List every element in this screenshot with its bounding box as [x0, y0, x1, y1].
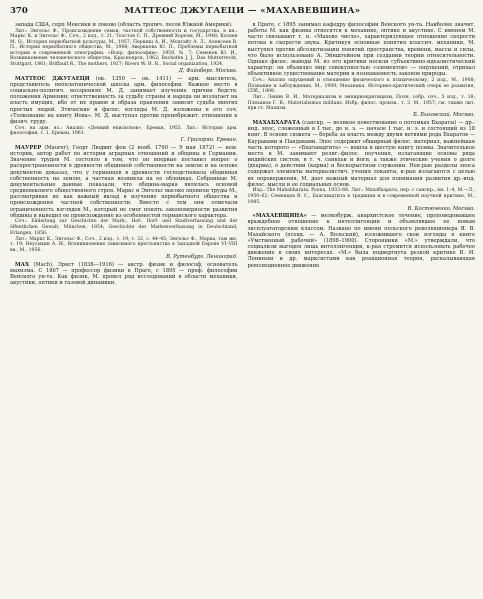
- article-headword: МАХ: [15, 261, 30, 268]
- bibliography-paragraph: Соч.: Анализ ощущений и отношение физического к психическому, 2 изд., М., 1908; Познание и заблуждение, М., 1909; Механика. Историко-критический очерк ее развития, СПб., 1909.: [247, 78, 475, 95]
- author-signature: Г. Григорян. Ереван.: [180, 137, 238, 144]
- article-paragraph: [248, 213, 476, 268]
- running-head-title: МАТТЕОС ДЖУГАЕЦИ — «МАХАВЕВШИНА»: [124, 6, 361, 16]
- running-head: [10, 6, 475, 18]
- article-paragraph: запада США, серп Мексики и локово (область тропич. лесов Южной Америки).: [15, 22, 233, 28]
- article-paragraph: [248, 120, 476, 188]
- article-headword: МАУРЕР: [15, 145, 42, 152]
- author-signature: Д. Файнберг. Москва.: [178, 68, 238, 75]
- bibliography-paragraph: Лит.: Маркс К., Энгельс Ф., Соч., 2 изд., т. 19; т. 32, с. 44–45; Энгельс Ф., Марка, там же, т. 19; Неусыхин А. И., Возникновение зависимого крестьянства в Западной Европе VI–VIII вв., М., 1956.: [10, 236, 238, 253]
- left-column: [10, 22, 238, 596]
- article-body-text: — мелкобурж. анархистское течение, проповедовавшее враждебное отношение к интеллигенции и объявлявшее ее новым эксплуататорским классом. Названо по имени польского революционера Я. В. Махайского (псевд. — А. Вольский), изложившего свои взгляды в книге «Умственный рабочий» (1898–1900). Сторонники «М.» утверждали, что социализм выгоден лишь интеллигенции, к-рая стремится использовать рабочее движение в своих интересах. «М.» была подвергнута резкой критике В. И. Лениным и др. марксистами как реакционная теория, раскалывающая революционное движение.: [247, 213, 475, 269]
- bibliography-paragraph: Соч.: Einleitung zur Geschichte der Mark-, Hof-, Dorf- und Stadtverfassung und der öffentlichen Gewalt, München, 1854; Geschichte der Markenverfassung in Deutschland, Erlangen, 1856.: [10, 219, 238, 236]
- article-headword: МАТТЕОС ДЖУГАЕЦИ: [15, 75, 90, 82]
- article-paragraph: [10, 145, 238, 219]
- article-body-text: (санскр. — великое повествование о потомках Бхараты) — др.-инд. эпос, сложенный в I тыс. до н. э. — начале I тыс. н. э. и состоящий из 18 книг. В основе сюжета — борьба за власть между двумя ветвями рода Бхаратов — Кауравами и Пандавами. Эпос содержит обширный филос. материал, важнейшая часть которого — «Бхагавадгита» — вошла в шестую книгу поэмы. Значительное место в М. занимают религ.-филос. поучения, излагающие основы ряда индийских систем, в т. ч. санкхьи и йоги, а также этические учения о долге (дхарма), о действии (карма) и бескорыстном служении. Нек-рые разделы эпоса содержат элементы материалистич. учения локаяты, к-рые излагаются с целью их опровержения. М. дает важный материал для понимания развития др.-инд. филос. мысли и ее социальных основ.: [247, 120, 475, 188]
- article-paragraph: в Праге, с 1895 занимал кафедру философии Венского ун-та. Наиболее значит. работы М. как физика относятся к механике, оптике и акустике. С именем М. часто связывают т. н. «Махово число», характеризующее отношение скорости потока к скорости звука. Критикуя основные понятия классич. механики, М. выступил против абсолютизации понятий пространства, времени, массы и силы, что было использовано А. Эйнштейном при создании теории относительности. Однако филос. выводы М. из его критики носили субъективно-идеалистический характер: он объявлял мир совокупностью «элементов» — ощущений, отрицал объективное существование материи и познаваемость законов природы.: [247, 22, 475, 78]
- right-column: [248, 22, 476, 596]
- page-number: 370: [10, 6, 28, 16]
- text-columns: [10, 22, 475, 596]
- article-paragraph: [10, 76, 238, 125]
- bibliography-paragraph: Изд.: The Mahabharata, Poona, 1933–66. Лит.: Махабхарата, пер. с санскр., кн. 1–4, М.—Л., 1950–62; Семенцов В. С., Бхагавадгита в традиции и в современной научной критике, М., 1985.: [247, 188, 475, 205]
- article-body-text: (Maurer), Георг Людвиг фон (2 нояб. 1790 — 9 мая 1872) — нем. историк, автор работ по истории аграрных отношений и общины в Германии. Значение трудов М. состояло в том, что он впервые поставил вопрос о распространенности в древности общинной собственности на землю и на основе документов доказал, что у германцев в древности господствовала общинная собственность на землю, а частная возникла на ее обломках. Собранные М. документальные данные показали, что община-марка являлась основой средневекового общественного строя. Маркс и Энгельс высоко оценили труды М., рассматривая их как важный вклад в изучение первобытного общества и происхождения частной собственности. Вместе с тем они отмечали ограниченность взглядов М., который не смог понять закономерности развития общины и выводил ее происхождение из особенностей германского характера.: [10, 145, 238, 219]
- article-headword: «МАХАЕВЩИНА»: [252, 213, 307, 220]
- article-paragraph: [10, 262, 238, 287]
- author-signature: В. Костюченко. Москва.: [407, 205, 475, 212]
- article-body-text: (ок. 1350 — ок. 1411) — арм. мыслитель, представитель неоплатонической школы арм. философии. Важное место в социально-политич. воззрениях М. Д. занимает изучение причин бедств. положения Армении; ответственность за судьбу страны и народа он возлагает на власть имущих, ибо от их правов и образа правления зависит судьба многих простых людей. Этические и филос. взгляды М. Д. изложены в его соч. «Толкование на книгу Иова». М. Д. выступал против пренебрежит. отношения к физич. труду.: [10, 75, 238, 125]
- author-signature: В. Рутенбург. Ленинград.: [166, 253, 238, 260]
- bibliography-paragraph: Соч. на арм. яз.: Анализ «Деяний епископов», Ереван, 1955. Лит.: История арм. философии, т. 1, Ереван, 1961.: [10, 125, 238, 137]
- article-body-text: (Mach), Эрнст (1838—1916) — австр. физик и философ, основатель махизма. С 1867 — профессор физики в Праге, с 1895 — проф. философии Венского ун-та. Как физик, М. провел ряд исследований в области механики, акустики, оптики и газовой динамики.: [10, 261, 238, 287]
- article-headword: МАХАБХАРАТА: [252, 120, 301, 127]
- bibliography-paragraph: Лит.: Энгельс Ф., Происхождение семьи, частной собственности и государства, в кн.: Маркс К. и Энгельс Ф., Соч., 2 изд., т. 21; Толстов С. П., Древний Хорезм, М., 1948; Косвен М. О., История первобытной культуры, М., 1957; Першиц А. И., Монгайт А. Л., Алексеев В. П., История первобытного общества, М., 1968; Аверкиева Ю. П., Проблемы первобытной истории в современной этнографии, «Вопр. философии», 1959, № 7; Семенов Ю. И., Возникновение человеческого общества, Красноярск, 1962; Bachofen J. J., Das Mutterrecht, Stuttgart, 1861; Briffault R., The mothers, 1927; Rivers W. H. R., Social organization, 1924.: [10, 28, 238, 68]
- bibliography-paragraph: Лит.: Ленин В. И., Материализм и эмпириокритицизм, Полн. собр. соч., 5 изд., т. 18; Плеханов Г. В., Materialismus militans, Избр. филос. произв., т. 3, М., 1957; см. также лит. при ст. Махизм.: [247, 95, 475, 112]
- author-signature: Б. Быховский. Москва.: [413, 112, 475, 119]
